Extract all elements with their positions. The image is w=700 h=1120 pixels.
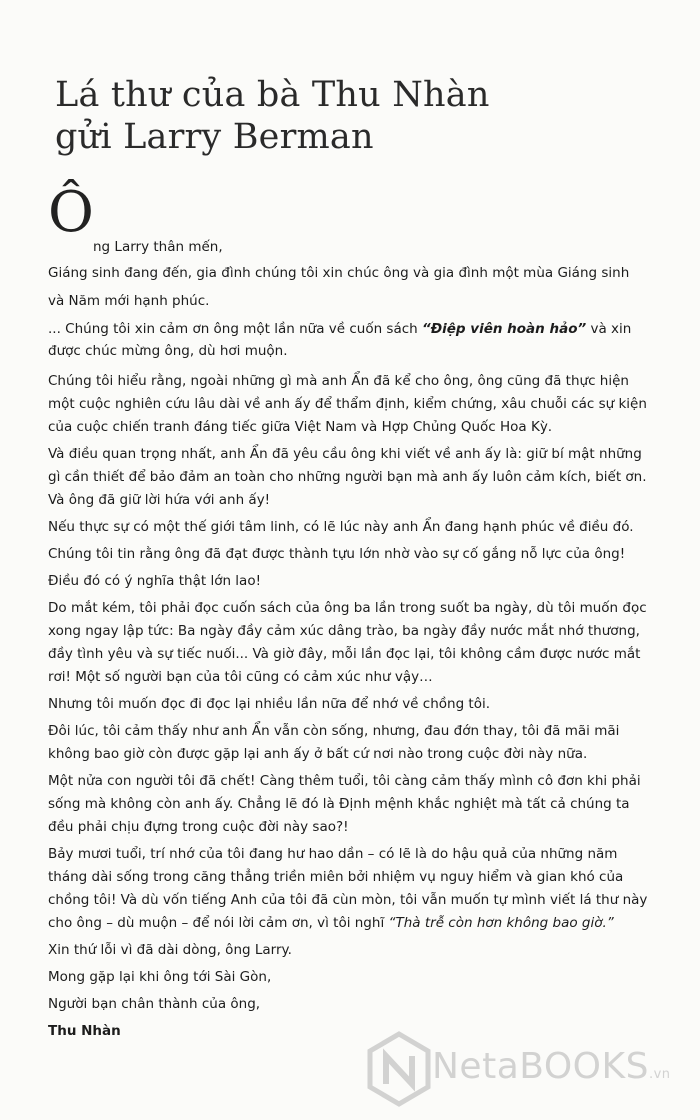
text-line: đều phải chịu đựng trong cuộc đời này sao?!: [48, 819, 349, 835]
text-line: chồng tôi! Và dù vốn tiếng Anh của tôi đã cùn mòn, tôi vẫn muốn tự mình viết lá thư này: [48, 892, 648, 908]
title-line-2: gửi Larry Berman: [55, 117, 374, 157]
text-line: Do mắt kém, tôi phải đọc cuốn sách của ông ba lần trong suốt ba ngày, dù tôi muốn đọc: [48, 600, 647, 616]
text-line: Và ông đã giữ lời hứa với anh ấy!: [48, 492, 271, 508]
text-line: Và điều quan trọng nhất, anh Ẩn đã yêu cầu ông khi viết về anh ấy là: giữ bí mật những: [48, 446, 642, 462]
text-line-part: ... Chúng tôi xin cảm ơn ông một lần nữa về cuốn sách: [48, 321, 423, 337]
text-line: không bao giờ còn được gặp lại anh ấy ở bất cứ nơi nào trong cuộc đời này nữa.: [48, 746, 588, 762]
drop-cap: Ô: [48, 180, 94, 245]
text-line: Điều đó có ý nghĩa thật lớn lao!: [48, 573, 261, 589]
text-line: Đôi lúc, tôi cảm thấy như anh Ẩn vẫn còn sống, nhưng, đau đớn thay, tôi đã mãi mãi: [48, 723, 620, 739]
watermark-brand: NetaBOOKS: [432, 1046, 649, 1087]
watermark: [362, 1028, 692, 1118]
watermark-suffix: .vn: [648, 1067, 671, 1082]
salutation: ng Larry thân mến,: [93, 239, 223, 255]
book-title: “Điệp viên hoàn hảo”: [422, 321, 587, 337]
closing-quote: “Thà trễ còn hơn không bao giờ.”: [388, 915, 614, 931]
text-line: sống mà không còn anh ấy. Chẳng lẽ đó là Định mệnh khắc nghiệt mà tất cả chúng ta: [48, 796, 630, 812]
text-line: của cuộc chiến tranh đáng tiếc giữa Việt Nam và Hợp Chủng Quốc Hoa Kỳ.: [48, 419, 553, 435]
text-line: tháng dài sống trong căng thẳng triền miên bởi nhiệm vụ nguy hiểm và gian khó của: [48, 869, 624, 885]
title-line-1: Lá thư của bà Thu Nhàn: [55, 75, 490, 115]
text-line: Giáng sinh đang đến, gia đình chúng tôi xin chúc ông và gia đình một mùa Giáng sinh: [48, 265, 630, 281]
text-line: được chúc mừng ông, dù hơi muộn.: [48, 343, 288, 359]
text-line: Xin thứ lỗi vì đã dài dòng, ông Larry.: [48, 942, 292, 958]
signature: Thu Nhàn: [48, 1023, 121, 1039]
text-line: Chúng tôi hiểu rằng, ngoài những gì mà anh Ẩn đã kể cho ông, ông cũng đã thực hiện: [48, 373, 629, 389]
text-line-book: [48, 320, 631, 338]
netabooks-logo-icon: [364, 1030, 434, 1110]
text-line: Bảy mươi tuổi, trí nhớ của tôi đang hư hao dần – có lẽ là do hậu quả của những năm: [48, 846, 618, 862]
text-line: Người bạn chân thành của ông,: [48, 996, 261, 1012]
text-line: đầy tình yêu và sự tiếc nuối... Và giờ đây, mỗi lần đọc lại, tôi không cầm được nước mắt: [48, 646, 641, 662]
text-line: Nhưng tôi muốn đọc đi đọc lại nhiều lần nữa để nhớ về chồng tôi.: [48, 696, 491, 712]
text-line: Nếu thực sự có một thế giới tâm linh, có lẽ lúc này anh Ẩn đang hạnh phúc về điều đó.: [48, 519, 634, 535]
text-line-part: cho ông – dù muộn – để nói lời cảm ơn, vì tôi nghĩ: [48, 915, 389, 931]
text-line: Chúng tôi tin rằng ông đã đạt được thành tựu lớn nhờ vào sự cố gắng nỗ lực của ông!: [48, 546, 626, 562]
text-line: gì cần thiết để bảo đảm an toàn cho những người bạn mà anh ấy luôn cảm kích, biết ơn.: [48, 469, 647, 485]
text-line: và Năm mới hạnh phúc.: [48, 293, 210, 309]
text-line-quote: [48, 914, 614, 932]
page-title: [55, 74, 490, 158]
watermark-text: [432, 1046, 671, 1087]
text-line: Mong gặp lại khi ông tới Sài Gòn,: [48, 969, 272, 985]
text-line: Một nửa con người tôi đã chết! Càng thêm tuổi, tôi càng cảm thấy mình cô đơn khi phải: [48, 773, 641, 789]
text-line: rơi! Một số người bạn của tôi cũng có cảm xúc như vậy…: [48, 669, 433, 685]
text-line: một cuộc nghiên cứu lâu dài về anh ấy để thẩm định, kiểm chứng, xâu chuỗi các sự kiện: [48, 396, 647, 412]
text-line: xong ngay lập tức: Ba ngày đầy cảm xúc dâng trào, ba ngày đầy nước mắt nhớ thương,: [48, 623, 640, 639]
text-line-part: và xin: [586, 321, 632, 337]
